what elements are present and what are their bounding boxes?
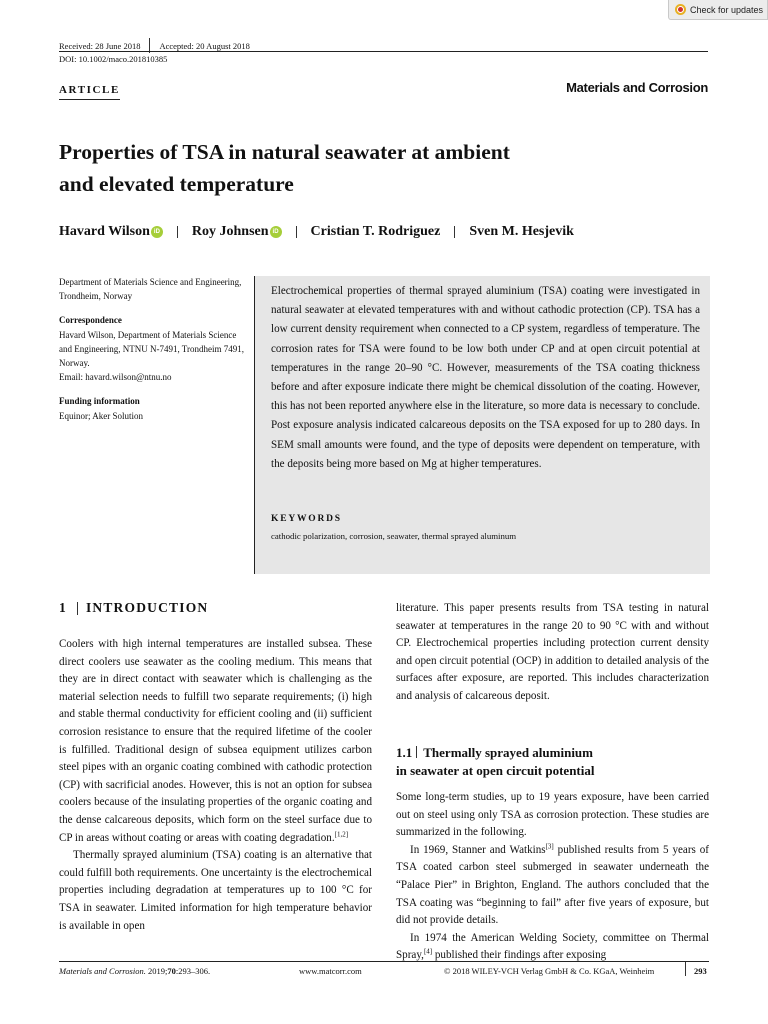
journal-name: Materials and Corrosion: [566, 80, 708, 95]
email-link[interactable]: Email: havard.wilson@ntnu.no: [59, 372, 172, 383]
left-column: [59, 636, 372, 935]
paragraph-text: published their findings after exposing: [432, 949, 607, 962]
funding-heading: Funding information: [59, 396, 140, 407]
orcid-icon[interactable]: iD: [270, 226, 282, 238]
crossmark-icon: [675, 4, 686, 15]
footer-copyright: © 2018 WILEY-VCH Verlag GmbH & Co. KGaA, Weinheim: [444, 966, 655, 976]
citation-ref[interactable]: [4]: [423, 947, 433, 956]
header-rule: [59, 51, 708, 52]
accepted-date: Accepted: 20 August 2018: [159, 40, 250, 51]
funding-block: [59, 394, 245, 422]
check-for-updates-button[interactable]: [668, 0, 768, 20]
citation-footer: [59, 966, 210, 976]
paragraph: [59, 636, 372, 847]
paragraph-text: Coolers with high internal temperatures are installed subsea. These direct coolers use seawater as the cooling medium. This means that they are in direct contact with seawater which is challenging as the material selection needs to fulfill two separate requirements; (i) high and stable thermal conductivity for efficient cooling and (ii) sufficient corrosion resistance to ensure that the required lifetime of the cooler is fulfilled. Traditional design of subsea equipment utilizes carbon steel pipes with an organic coating combined with cathodic protection (CP) with sacrificial anodes. However, this is not an option for subsea coolers because of the insulating properties of the organic coating and the dense calcareous deposits, which form on the steel surface due to CP in areas without coating or areas with coating degradation.: [59, 638, 372, 844]
paragraph-text: In 1974 the American Welding Society, committee on Thermal Spray,: [396, 931, 709, 962]
divider: [416, 746, 417, 758]
subsection-title-line-2: in seawater at open circuit potential: [396, 763, 595, 778]
article-type-underline: [59, 99, 120, 100]
check-for-updates-label: Check for updates: [690, 4, 764, 15]
received-date: Received: 28 June 2018: [59, 40, 141, 51]
author-name[interactable]: Roy Johnsen: [191, 224, 269, 239]
author-name[interactable]: Cristian T. Rodriguez: [310, 224, 441, 239]
author-list: [59, 224, 574, 240]
footer-rule: [59, 961, 709, 962]
paragraph: literature. This paper presents results from TSA testing in natural seawater at temperatures in the range 20 to 90 °C with and without CP. Electrochemical properties including protection current density and open circuit potential (OCP) in addition to detailed analysis of the surfaces after exposure, are reported. This includes characterization and analysis of calcareous deposit.: [396, 602, 709, 702]
section-heading: [59, 600, 208, 616]
paper-title-line-1: Properties of TSA in natural seawater at ambient: [59, 140, 510, 164]
article-type-label: ARTICLE: [59, 84, 120, 96]
section-number: 1: [59, 600, 67, 615]
section-title: INTRODUCTION: [85, 600, 209, 615]
author-info-sidebar: [59, 275, 245, 433]
divider: [77, 602, 78, 615]
affiliation: Department of Materials Science and Engineering, Trondheim, Norway: [59, 277, 242, 302]
divider: [296, 226, 297, 238]
right-column-top: [396, 600, 709, 706]
paragraph-text: In 1969, Stanner and Watkins: [410, 843, 546, 856]
paper-title: [59, 136, 599, 200]
abstract-text: Electrochemical properties of thermal sprayed aluminium (TSA) coating were investigated in natural seawater at elevated temperatures with and without cathodic protection (CP). TSA has a low current density requirement when connected to a CP system, regardless of temperature. The corrosion rates for TSA were found to be low both under CP and at open circuit potential at temperatures in the range 20–90 °C. However, measurements of the TSA coating thickness before and after exposure indicate there might be chemical dissolution of the coating. However, this has not been reported anywhere else in the literature, so more data is necessary to conclude. Post exposure analysis indicated calcareous deposits on the TSA exposed for up to 280 days. In SEM small amounts were found, and the type of deposits were dependent on temperature, with the deposits being more based on Mg at higher temperatures.: [271, 285, 700, 470]
correspondence-heading: Correspondence: [59, 315, 122, 326]
author-name[interactable]: Sven M. Hesjevik: [469, 224, 574, 239]
divider: [454, 226, 455, 238]
subsection-number: 1.1: [396, 745, 413, 760]
footer-journal: Materials and Corrosion.: [59, 966, 146, 976]
keywords-heading: KEYWORDS: [271, 514, 342, 524]
citation-ref[interactable]: [3]: [545, 842, 554, 851]
subsection-heading: [396, 744, 716, 780]
footer-volume: 70: [167, 966, 176, 976]
divider: [685, 962, 686, 976]
subsection-title-line-1: Thermally sprayed aluminium: [423, 745, 593, 760]
paper-title-line-2: and elevated temperature: [59, 172, 294, 196]
correspondence-block: [59, 313, 245, 384]
footer-pages: :293–306.: [175, 966, 211, 976]
footer-url[interactable]: www.matcorr.com: [299, 966, 362, 976]
right-column-bottom: [396, 789, 709, 965]
paragraph: [396, 930, 709, 965]
paragraph-text: published results from 5 years of TSA coated carbon steel submerged in seawater underneath the “Palace Pier” in Brighton, England. The authors concluded that the TSA coating was “beginning to fail” after five years of exposure, but did not provide details.: [396, 843, 709, 927]
paragraph: Thermally sprayed aluminium (TSA) coating is an alternative that could fulfill both requirements. One uncertainty is the electrochemical properties including degradation at temperatures up to 100 °C for TSA in seawater. Limited information for high temperature behavior is available in open: [59, 849, 372, 932]
page-number: 293: [694, 966, 707, 976]
footer-year: 2019;: [145, 966, 168, 976]
citation-ref[interactable]: [1,2]: [334, 829, 349, 838]
paragraph: [396, 842, 709, 930]
correspondence-text: Havard Wilson, Department of Materials Science and Engineering, NTNU N-7491, Trondheim 7491, Norway.: [59, 329, 244, 369]
divider: [177, 226, 178, 238]
author-name[interactable]: Havard Wilson: [59, 224, 150, 239]
funding-text: Equinor; Aker Solution: [59, 410, 143, 421]
keywords-text: cathodic polarization, corrosion, seawater, thermal sprayed aluminum: [271, 531, 517, 541]
orcid-icon[interactable]: iD: [151, 226, 163, 238]
paragraph: Some long-term studies, up to 19 years exposure, have been carried out on steel using only TSA as corrosion protection. These studies are summarized in the following.: [396, 791, 709, 839]
doi: DOI: 10.1002/maco.201810385: [59, 54, 168, 64]
